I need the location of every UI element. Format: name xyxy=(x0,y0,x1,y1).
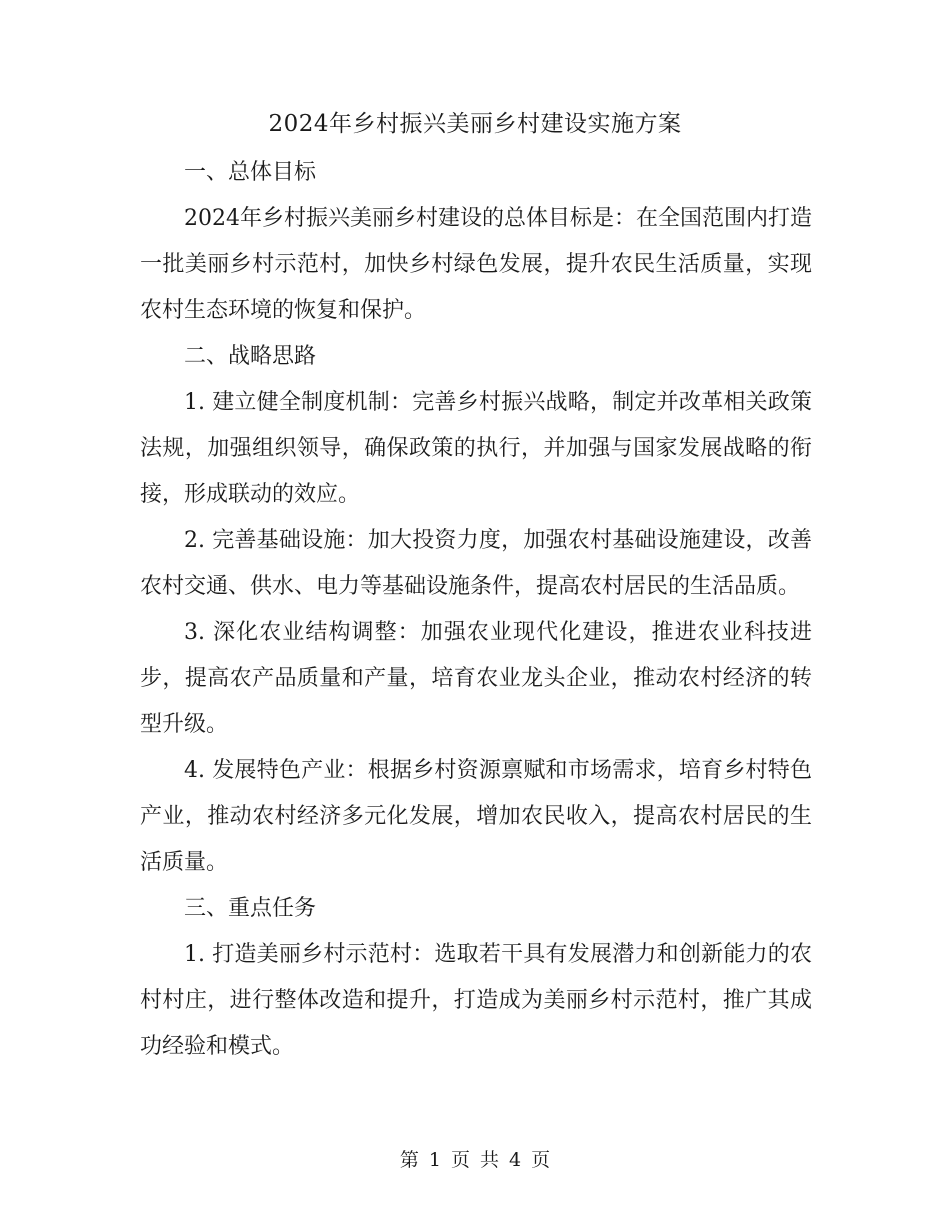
document-body xyxy=(140,150,812,1070)
page-number-footer: 第 1 页 共 4 页 xyxy=(399,1149,551,1171)
document-title: 2024年乡村振兴美丽乡村建设实施方案 xyxy=(268,111,682,137)
section-heading: 一、总体目标 xyxy=(184,160,317,185)
section-heading: 三、重点任务 xyxy=(184,896,317,921)
body-paragraph: 1. 建立健全制度机制：完善乡村振兴战略，制定并改革相关政策法规，加强组织领导，确保政策的执行，并加强与国家发展战略的衔接，形成联动的效应。 xyxy=(140,390,812,507)
body-paragraph: 2. 完善基础设施：加大投资力度，加强农村基础设施建设，改善农村交通、供水、电力等基础设施条件，提高农村居民的生活品质。 xyxy=(140,528,812,599)
section-heading: 二、战略思路 xyxy=(184,344,317,369)
body-paragraph: 2024年乡村振兴美丽乡村建设的总体目标是：在全国范围内打造一批美丽乡村示范村，加快乡村绿色发展，提升农民生活质量，实现农村生态环境的恢复和保护。 xyxy=(140,206,812,323)
body-paragraph: 1. 打造美丽乡村示范村：选取若干具有发展潜力和创新能力的农村村庄，进行整体改造和提升，打造成为美丽乡村示范村，推广其成功经验和模式。 xyxy=(140,942,812,1059)
body-paragraph: 3. 深化农业结构调整：加强农业现代化建设，推进农业科技进步，提高农产品质量和产量，培育农业龙头企业，推动农村经济的转型升级。 xyxy=(140,620,812,737)
body-paragraph: 4. 发展特色产业：根据乡村资源禀赋和市场需求，培育乡村特色产业，推动农村经济多元化发展，增加农民收入，提高农村居民的生活质量。 xyxy=(140,758,812,875)
